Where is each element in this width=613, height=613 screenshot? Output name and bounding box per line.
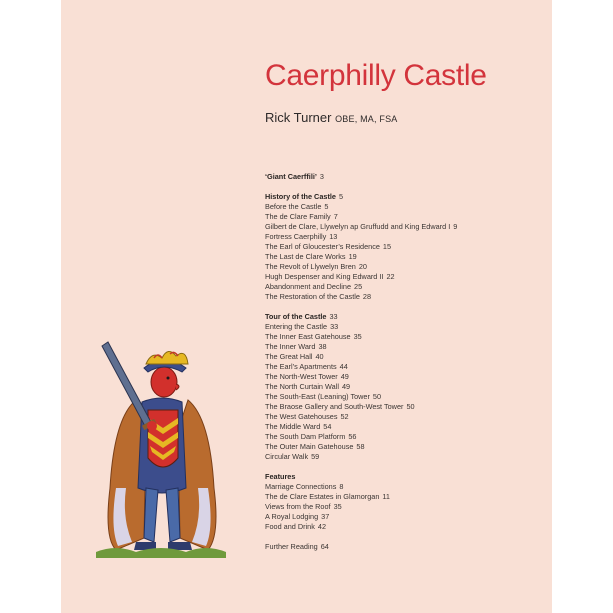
toc-entry-page: 64: [320, 542, 329, 551]
toc-entry-page: 5: [324, 202, 329, 211]
toc-entry: [265, 502, 525, 512]
toc-entry-label: Food and Drink: [265, 522, 315, 531]
toc-section-page: 33: [329, 312, 338, 321]
toc-entry-page: 11: [382, 492, 390, 501]
toc-entry-label: The Last de Clare Works: [265, 252, 346, 261]
toc-entry-page: 50: [406, 402, 415, 411]
toc-entry-label: Before the Castle: [265, 202, 322, 211]
toc-entry-page: 59: [311, 452, 320, 461]
toc-entry: [265, 492, 525, 502]
toc-entry-label: Circular Walk: [265, 452, 309, 461]
toc-entry-label: The Outer Main Gatehouse: [265, 442, 354, 451]
page-title: Caerphilly Castle: [265, 59, 487, 92]
toc-entry-label: Abandonment and Decline: [265, 282, 352, 291]
toc-entry-label: The Braose Gallery and South-West Tower: [265, 402, 404, 411]
toc-entry-label: The North-West Tower: [265, 372, 338, 381]
toc-intro: [265, 172, 525, 182]
toc-entry: [265, 442, 525, 452]
toc-entry-label: The Earl’s Apartments: [265, 362, 337, 371]
toc-entry-page: 44: [339, 362, 348, 371]
toc-entry: [265, 242, 525, 252]
toc-entry-page: 15: [382, 242, 392, 251]
toc-history-list: [265, 202, 525, 302]
toc-entry-label: Marriage Connections: [265, 482, 337, 491]
toc-entry-label: The Earl of Gloucester’s Residence: [265, 242, 380, 251]
toc-entry-page: 20: [358, 262, 367, 271]
toc-entry-label: Hugh Despenser and King Edward II: [265, 272, 384, 281]
toc-entry-label: The South Dam Platform: [265, 432, 346, 441]
toc-features-list: [265, 482, 525, 532]
toc-entry-label: The Revolt of Llywelyn Bren: [265, 262, 356, 271]
toc-entry-label: Entering the Castle: [265, 322, 328, 331]
toc-entry: [265, 272, 525, 282]
toc-tour-list: [265, 322, 525, 462]
toc-entry: [265, 392, 525, 402]
toc-entry: [265, 352, 525, 362]
toc-entry-label: The South-East (Leaning) Tower: [265, 392, 370, 401]
knight-illustration: [96, 338, 226, 558]
toc-entry-page: 35: [333, 502, 342, 511]
toc-entry-page: 35: [353, 332, 362, 341]
toc-section-heading: History of the Castle: [265, 192, 336, 201]
toc-entry-page: 40: [315, 352, 324, 361]
toc-entry-page: 56: [348, 432, 357, 441]
toc-entry-label: The North Curtain Wall: [265, 382, 339, 391]
toc-section-tour: [265, 312, 525, 322]
toc-entry: [265, 412, 525, 422]
toc-entry-page: 37: [321, 512, 330, 521]
toc-entry-label: The Great Hall: [265, 352, 313, 361]
toc-entry: [265, 292, 525, 302]
toc-entry: [265, 362, 525, 372]
toc-entry-page: 38: [318, 342, 327, 351]
toc-entry-page: 7: [333, 212, 338, 221]
toc-entry-page: 49: [341, 382, 351, 391]
toc-entry-label: The Restoration of the Castle: [265, 292, 360, 301]
toc-entry-page: 52: [340, 412, 349, 421]
author-line: [265, 110, 398, 127]
toc-entry-page: 42: [317, 522, 327, 531]
toc-section-history: [265, 192, 525, 202]
toc-entry: [265, 282, 525, 292]
table-of-contents: [265, 172, 525, 552]
toc-entry-page: 58: [356, 442, 365, 451]
toc-intro-page: 3: [319, 172, 324, 181]
toc-entry-page: 49: [340, 372, 349, 381]
toc-entry-page: 19: [348, 252, 357, 261]
toc-section-heading: Features: [265, 472, 296, 481]
toc-entry-label: The Middle Ward: [265, 422, 321, 431]
toc-entry-page: 33: [330, 322, 339, 331]
author-credentials: OBE, MA, FSA: [335, 114, 398, 124]
toc-entry: [265, 482, 525, 492]
toc-entry: [265, 452, 525, 462]
toc-entry: [265, 512, 525, 522]
toc-entry: [265, 382, 525, 392]
book-page: [61, 0, 552, 613]
toc-entry: [265, 522, 525, 532]
toc-entry: [265, 252, 525, 262]
toc-entry: [265, 212, 525, 222]
toc-entry-label: The Inner Ward: [265, 342, 316, 351]
toc-entry-label: Fortress Caerphilly: [265, 232, 327, 241]
toc-entry: [265, 332, 525, 342]
toc-entry-page: 8: [339, 482, 344, 491]
toc-entry: [265, 432, 525, 442]
author-name: Rick Turner: [265, 110, 332, 125]
toc-entry-page: 54: [323, 422, 332, 431]
toc-entry: [265, 232, 525, 242]
toc-entry-label: Gilbert de Clare, Llywelyn ap Gruffudd and King Edward I: [265, 222, 451, 231]
toc-entry-page: 25: [354, 282, 363, 291]
toc-entry: [265, 202, 525, 212]
toc-intro-label: ‘Giant Caerffili’: [265, 172, 317, 181]
toc-entry: [265, 322, 525, 332]
toc-entry: [265, 262, 525, 272]
toc-entry-page: 13: [329, 232, 338, 241]
toc-entry: [265, 422, 525, 432]
toc-further-reading: [265, 542, 525, 552]
toc-entry: [265, 342, 525, 352]
toc-entry-label: The West Gatehouses: [265, 412, 338, 421]
toc-section-features: [265, 472, 525, 482]
toc-entry-page: 50: [372, 392, 382, 401]
toc-section-page: 5: [338, 192, 344, 201]
toc-entry-label: A Royal Lodging: [265, 512, 319, 521]
toc-entry-label: The de Clare Estates in Glamorgan: [265, 492, 380, 501]
toc-entry-label: Further Reading: [265, 542, 318, 551]
toc-entry: [265, 372, 525, 382]
toc-entry-label: Views from the Roof: [265, 502, 331, 511]
toc-section-heading: Tour of the Castle: [265, 312, 327, 321]
toc-entry-label: The de Clare Family: [265, 212, 331, 221]
toc-entry: [265, 222, 525, 232]
toc-entry-page: 9: [453, 222, 458, 231]
toc-entry-label: The Inner East Gatehouse: [265, 332, 351, 341]
toc-entry: [265, 402, 525, 412]
toc-entry-page: 28: [362, 292, 372, 301]
toc-entry-page: 22: [386, 272, 395, 281]
